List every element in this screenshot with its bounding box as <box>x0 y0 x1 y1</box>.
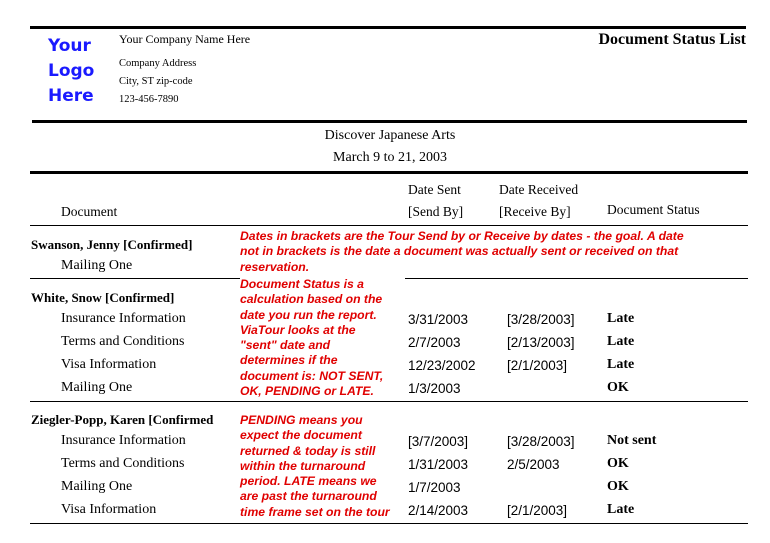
date-received: [3/28/2003] <box>507 312 575 327</box>
column-header-send-by: [Send By] <box>408 204 464 219</box>
note-line: period. LATE means we <box>240 474 377 489</box>
logo-line: Here <box>48 86 94 106</box>
document-status: OK <box>607 456 629 471</box>
company-name: Your Company Name Here <box>119 32 251 46</box>
group-rule <box>30 523 748 524</box>
note-line: Dates in brackets are the Tour Send by or Receive by dates - the goal. A date <box>240 229 684 243</box>
column-header-receive-by: [Receive By] <box>499 204 571 219</box>
document-status: Late <box>607 502 635 517</box>
date-received: [2/1/2003] <box>507 503 568 518</box>
document-name: Visa Information <box>61 357 157 372</box>
column-header-date-received: Date Received <box>499 182 579 197</box>
document-status: Late <box>607 311 635 326</box>
date-sent: [3/7/2003] <box>408 434 469 449</box>
group-name: Swanson, Jenny [Confirmed] <box>31 237 193 252</box>
document-name: Visa Information <box>61 502 157 517</box>
header-rule <box>32 120 747 123</box>
tour-name: Discover Japanese Arts <box>324 128 456 143</box>
column-header-status: Document Status <box>607 202 700 217</box>
date-received: [2/13/2003] <box>507 335 575 350</box>
column-header-document: Document <box>61 204 118 219</box>
column-header-rule <box>30 225 748 226</box>
document-status: Not sent <box>607 433 657 448</box>
date-sent: 12/23/2002 <box>408 358 476 373</box>
group-name: Ziegler-Popp, Karen [Confirmed <box>31 412 214 427</box>
logo-line: Your <box>48 36 91 56</box>
logo-line: Logo <box>48 61 95 81</box>
date-received: [3/28/2003] <box>507 434 575 449</box>
company-logo <box>48 34 94 109</box>
note-line: determines if the <box>240 353 338 368</box>
note-line: not in brackets is the date a document was actually sent or received on that <box>240 244 679 259</box>
note-line: returned & today is still <box>240 443 376 458</box>
document-name: Insurance Information <box>61 433 186 448</box>
document-status: OK <box>607 380 629 395</box>
document-name: Terms and Conditions <box>61 456 185 471</box>
document-name: Terms and Conditions <box>61 334 185 349</box>
top-rule <box>30 26 746 29</box>
group-name: White, Snow [Confirmed] <box>31 290 175 305</box>
note-line: within the turnaround <box>240 458 366 473</box>
note-line: calculation based on the <box>240 292 383 307</box>
company-city: City, ST zip-code <box>119 76 193 87</box>
document-name: Mailing One <box>61 258 133 273</box>
date-received: 2/5/2003 <box>507 457 560 472</box>
note-line: document is: NOT SENT, <box>240 368 384 383</box>
note-line: are past the turnaround <box>240 489 377 504</box>
note-line: expect the document <box>240 428 362 443</box>
note-line: reservation. <box>240 259 310 274</box>
date-sent: 1/7/2003 <box>408 480 461 495</box>
column-header-date-sent: Date Sent <box>408 182 461 197</box>
document-status: Late <box>607 357 635 372</box>
company-phone: 123-456-7890 <box>119 94 179 105</box>
company-address: Company Address <box>119 58 197 69</box>
group-rule <box>30 401 748 402</box>
date-received: [2/1/2003] <box>507 358 568 373</box>
date-sent: 1/31/2003 <box>408 457 469 472</box>
note-pending-late <box>240 413 405 523</box>
document-status: OK <box>607 479 629 494</box>
date-sent: 3/31/2003 <box>408 312 469 327</box>
note-line: time frame set on the tour <box>240 504 390 519</box>
document-name: Insurance Information <box>61 311 186 326</box>
note-line: ViaTour looks at the <box>240 322 356 337</box>
tour-dates: March 9 to 21, 2003 <box>333 150 447 165</box>
note-line: OK, PENDING or LATE. <box>240 384 374 399</box>
note-line: Document Status is a <box>240 277 364 291</box>
date-sent: 1/3/2003 <box>408 381 461 396</box>
note-line: date you run the report. <box>240 307 377 322</box>
document-name: Mailing One <box>61 380 133 395</box>
report-title: Document Status List <box>598 31 746 48</box>
date-sent: 2/7/2003 <box>408 335 461 350</box>
note-line: PENDING means you <box>240 413 363 427</box>
note-status-calculation <box>240 277 405 401</box>
tour-rule <box>30 171 748 174</box>
note-line: "sent" date and <box>240 338 331 353</box>
document-name: Mailing One <box>61 479 133 494</box>
document-status: Late <box>607 334 635 349</box>
date-sent: 2/14/2003 <box>408 503 469 518</box>
note-brackets <box>240 229 720 276</box>
